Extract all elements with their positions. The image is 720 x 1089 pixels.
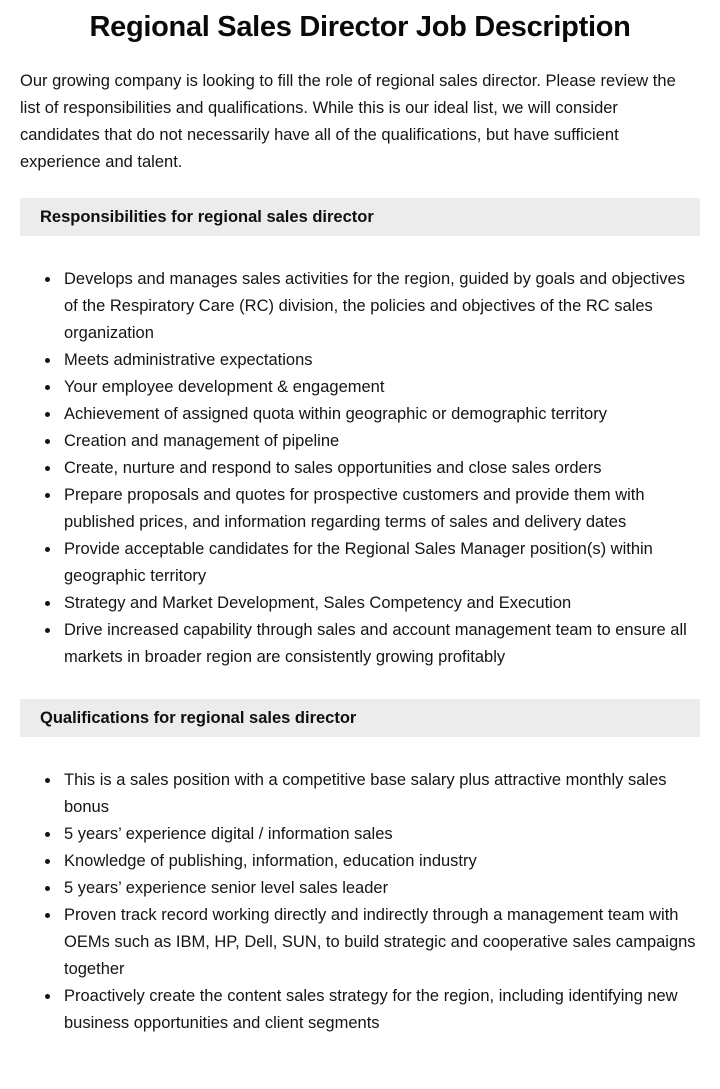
list-item: • Proven track record working directly and indirectly through a management team with OEMs such as IBM, HP, Dell, SUN, to build strategic and cooperative sales campaigns together	[61, 902, 700, 983]
list-item: • Strategy and Market Development, Sales Competency and Execution	[61, 590, 700, 617]
list-item: • Achievement of assigned quota within geographic or demographic territory	[61, 401, 700, 428]
list-item: • 5 years’ experience digital / information sales	[61, 821, 700, 848]
list-item: • This is a sales position with a competitive base salary plus attractive monthly sales bonus	[61, 767, 700, 821]
list-item: • Provide acceptable candidates for the Regional Sales Manager position(s) within geographic territory	[61, 536, 700, 590]
list-item: • Your employee development & engagement	[61, 374, 700, 401]
responsibilities-list	[20, 266, 700, 671]
section-header-responsibilities	[20, 198, 700, 236]
section-heading-text: Responsibilities for regional sales director	[40, 208, 374, 226]
section-header-qualifications	[20, 699, 700, 737]
list-item: • Meets administrative expectations	[61, 347, 700, 374]
intro-paragraph: Our growing company is looking to fill the role of regional sales director. Please review the list of responsibilities and qualifications. While this is our ideal list, we will consider candidates that do not necessarily have all of the qualifications, but have sufficient experience and talent.	[20, 72, 676, 171]
qualifications-list	[20, 767, 700, 1037]
list-item: • Drive increased capability through sales and account management team to ensure all markets in broader region are consistently growing profitably	[61, 617, 700, 671]
list-item: • Prepare proposals and quotes for prospective customers and provide them with published prices, and information regarding terms of sales and delivery dates	[61, 482, 700, 536]
list-item: • Create, nurture and respond to sales opportunities and close sales orders	[61, 455, 700, 482]
list-item: • Develops and manages sales activities for the region, guided by goals and objectives of the Respiratory Care (RC) division, the policies and objectives of the RC sales organization	[61, 266, 700, 347]
section-heading-text: Qualifications for regional sales director	[40, 709, 357, 727]
list-item: • Proactively create the content sales strategy for the region, including identifying new business opportunities and client segments	[61, 983, 700, 1037]
list-item: • 5 years’ experience senior level sales leader	[61, 875, 700, 902]
page-title: Regional Sales Director Job Description	[89, 11, 631, 43]
list-item: • Knowledge of publishing, information, education industry	[61, 848, 700, 875]
list-item: • Creation and management of pipeline	[61, 428, 700, 455]
